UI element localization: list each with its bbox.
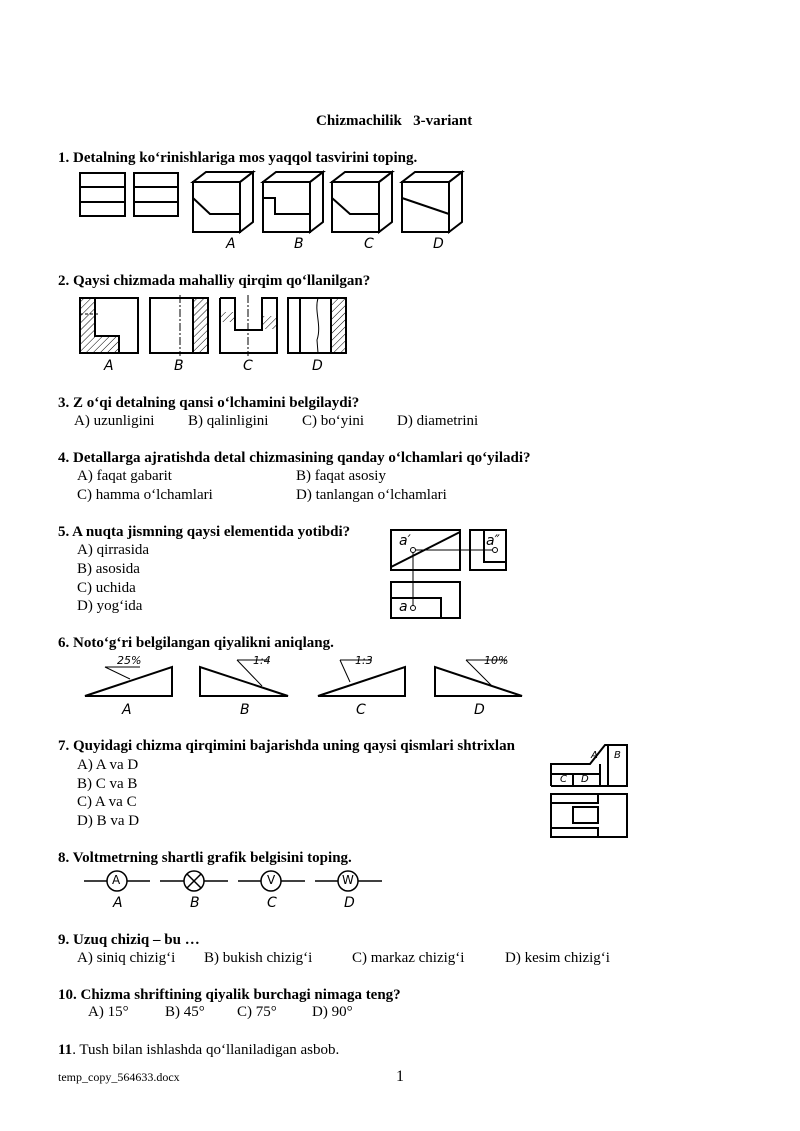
- q3-option-a: A) uzunligini: [74, 413, 155, 429]
- question-6: 6. Noto‘g‘ri belgilangan qiyalikni aniqlang.: [58, 635, 334, 651]
- q7-label-a: A: [591, 750, 598, 761]
- q4-option-b: B) faqat asosiy: [296, 468, 386, 484]
- q3-option-d: D) diametrini: [397, 413, 479, 429]
- q5-option-a: A) qirrasida: [77, 542, 150, 558]
- q10-option-b: B) 45°: [165, 1004, 205, 1020]
- question-11-text: . Tush bilan ishlashda qo‘llaniladigan asbob.: [72, 1042, 340, 1058]
- q5-label-a-prime: a′: [399, 533, 411, 549]
- q7-label-c: C: [560, 774, 567, 785]
- q4-option-c: C) hamma o‘lchamlari: [77, 487, 213, 503]
- q1-label-d: D: [433, 236, 444, 252]
- q2-label-d: D: [312, 358, 323, 374]
- q2-label-a: A: [104, 358, 114, 374]
- q10-option-a: A) 15°: [88, 1004, 129, 1020]
- q4-option-a: A) faqat gabarit: [77, 468, 172, 484]
- q3-option-c: C) bo‘yini: [302, 413, 365, 429]
- question-9: 9. Uzuq chiziq – bu …: [58, 932, 200, 948]
- q1-label-b: B: [294, 236, 304, 252]
- q6-label-a: A: [122, 702, 132, 718]
- q9-option-a: A) siniq chizig‘i: [77, 950, 176, 966]
- q5-label-a-double-prime: a″: [486, 533, 500, 549]
- q7-label-b: B: [614, 750, 621, 761]
- q7-label-d: D: [581, 774, 589, 785]
- q7-option-a: A) A va D: [77, 757, 139, 773]
- page-title: Chizmachilik 3-variant: [316, 113, 473, 129]
- q8-symbol-v: V: [267, 873, 276, 887]
- q6-slope-b: 1:4: [253, 654, 271, 667]
- q8-label-d: D: [344, 895, 355, 911]
- q8-symbol-w: W: [342, 873, 354, 887]
- q8-label-c: C: [267, 895, 277, 911]
- question-5: 5. A nuqta jismning qaysi elementida yotibdi?: [58, 524, 351, 540]
- q7-option-b: B) C va B: [77, 776, 138, 792]
- q10-option-c: C) 75°: [237, 1004, 277, 1020]
- question-10: 10. Chizma shriftining qiyalik burchagi nimaga teng?: [58, 987, 401, 1003]
- question-2: 2. Qaysi chizmada mahalliy qirqim qo‘llanilgan?: [58, 273, 371, 289]
- q6-label-b: B: [240, 702, 250, 718]
- q4-option-d: D) tanlangan o‘lchamlari: [296, 487, 447, 503]
- q7-option-c: C) A va C: [77, 794, 137, 810]
- q2-label-b: B: [174, 358, 184, 374]
- question-3: 3. Z o‘qi detalning qansi o‘lchamini belgilaydi?: [58, 395, 360, 411]
- q9-option-b: B) bukish chizig‘i: [204, 950, 313, 966]
- footer-filename: temp_copy_564633.docx: [58, 1070, 180, 1084]
- q6-slope-d: 10%: [484, 654, 509, 667]
- q3-option-b: B) qalinligini: [188, 413, 269, 429]
- q5-label-a: a: [399, 599, 408, 615]
- q9-option-c: C) markaz chizig‘i: [352, 950, 465, 966]
- q5-option-c: C) uchida: [77, 580, 136, 596]
- footer-page-number: 1: [396, 1068, 404, 1085]
- question-7: 7. Quyidagi chizma qirqimini bajarishda uning qaysi qismlari shtrixlan: [58, 738, 515, 754]
- q10-option-d: D) 90°: [312, 1004, 353, 1020]
- q6-label-c: C: [356, 702, 366, 718]
- q5-option-d: D) yog‘ida: [77, 598, 143, 614]
- q8-label-a: A: [113, 895, 123, 911]
- q6-label-d: D: [474, 702, 485, 718]
- q2-label-c: C: [243, 358, 253, 374]
- q6-slope-c: 1:3: [355, 654, 373, 667]
- q5-option-b: B) asosida: [77, 561, 140, 577]
- q8-label-b: B: [190, 895, 200, 911]
- q9-option-d: D) kesim chizig‘i: [505, 950, 610, 966]
- question-11-number: 11: [58, 1042, 73, 1058]
- q7-option-d: D) B va D: [77, 813, 140, 829]
- q1-label-c: C: [364, 236, 374, 252]
- question-4: 4. Detallarga ajratishda detal chizmasining qanday o‘lchamlari qo‘yiladi?: [58, 450, 531, 466]
- q1-label-a: A: [226, 236, 236, 252]
- question-1: 1. Detalning ko‘rinishlariga mos yaqqol tasvirini toping.: [58, 150, 418, 166]
- question-11: [58, 1042, 339, 1059]
- question-8: 8. Voltmetrning shartli grafik belgisini toping.: [58, 850, 352, 866]
- q6-slope-a: 25%: [117, 654, 142, 667]
- q8-symbol-a: A: [112, 873, 121, 887]
